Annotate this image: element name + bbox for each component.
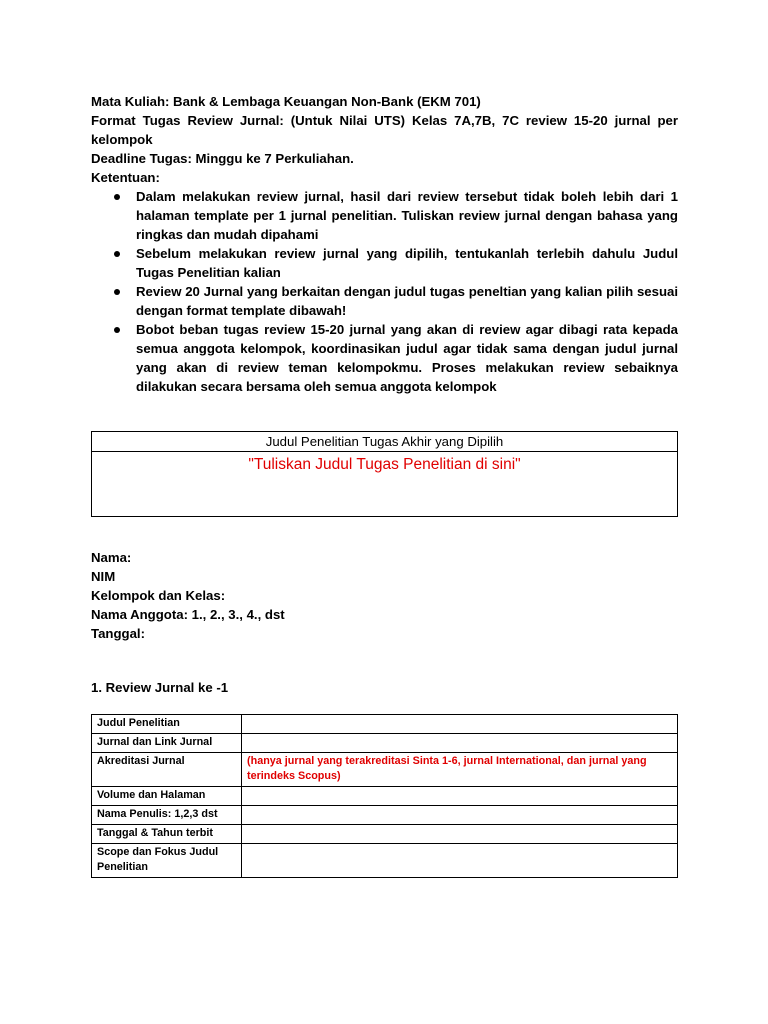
document-header [91,92,678,396]
rule-text: Bobot beban tugas review 15-20 jurnal yang akan di review agar dibagi rata kepada semua anggota kelompok, koordinasikan judul agar tidak sama dengan judul jurnal yang akan di review teman kelompokmu. Proses melakukan review sebaiknya dilakukan secara bersama oleh semua anggota kelompok [136,322,678,394]
bullet-icon [114,289,120,295]
row-value[interactable] [242,825,678,844]
rule-item [91,320,678,396]
row-value[interactable] [242,715,678,734]
date-label: Tanggal: [91,626,145,641]
nim-label: NIM [91,569,116,584]
bullet-icon [114,327,120,333]
row-label: Tanggal & Tahun terbit [92,825,242,844]
course-line: Mata Kuliah: Bank & Lembaga Keuangan Non-Bank (EKM 701) [91,94,481,109]
bullet-icon [114,251,120,257]
rule-item [91,282,678,320]
row-label: Scope dan Fokus Judul Penelitian [92,844,242,878]
rule-item [91,187,678,244]
table-row [92,825,678,844]
rule-text: Sebelum melakukan review jurnal yang dipilih, tentukanlah terlebih dahulu Judul Tugas Penelitian kalian [136,246,678,280]
research-title-box [91,431,678,517]
table-row [92,806,678,825]
row-value[interactable] [242,734,678,753]
row-label: Nama Penulis: 1,2,3 dst [92,806,242,825]
research-title-heading: Judul Penelitian Tugas Akhir yang Dipilih [92,432,677,452]
research-title-placeholder[interactable]: "Tuliskan Judul Tugas Penelitian di sini" [248,456,521,473]
group-class-label: Kelompok dan Kelas: [91,588,226,603]
row-label: Akreditasi Jurnal [92,753,242,787]
rule-item [91,244,678,282]
deadline-line: Deadline Tugas: Minggu ke 7 Perkuliahan. [91,151,354,166]
row-value[interactable] [242,844,678,878]
row-value[interactable] [242,787,678,806]
review-table [91,714,678,878]
row-value-note[interactable]: (hanya jurnal yang terakreditasi Sinta 1-6, jurnal International, dan jurnal yang terindeks Scopus) [242,753,678,787]
review-section-title: 1. Review Jurnal ke -1 [91,680,229,695]
row-label: Judul Penelitian [92,715,242,734]
rule-text: Dalam melakukan review jurnal, hasil dari review tersebut tidak boleh lebih dari 1 halaman template per 1 jurnal penelitian. Tuliskan review jurnal dengan bahasa yang ringkas dan mudah dipahami [136,189,678,242]
name-label: Nama: [91,550,132,565]
row-label: Volume dan Halaman [92,787,242,806]
row-label: Jurnal dan Link Jurnal [92,734,242,753]
members-label: Nama Anggota: 1., 2., 3., 4., dst [91,607,285,622]
rules-list [91,187,678,396]
rules-heading: Ketentuan: [91,170,160,185]
bullet-icon [114,194,120,200]
row-value[interactable] [242,806,678,825]
table-row [92,787,678,806]
table-row [92,734,678,753]
rule-text: Review 20 Jurnal yang berkaitan dengan judul tugas peneltian yang kalian pilih sesuai dengan format template dibawah! [136,284,678,318]
format-line-continued: kelompok [91,132,153,147]
format-line: Format Tugas Review Jurnal: (Untuk Nilai UTS) Kelas 7A,7B, 7C review 15-20 jurnal per [91,113,678,128]
identity-block [91,548,285,643]
table-row [92,753,678,787]
table-row [92,844,678,878]
table-row [92,715,678,734]
